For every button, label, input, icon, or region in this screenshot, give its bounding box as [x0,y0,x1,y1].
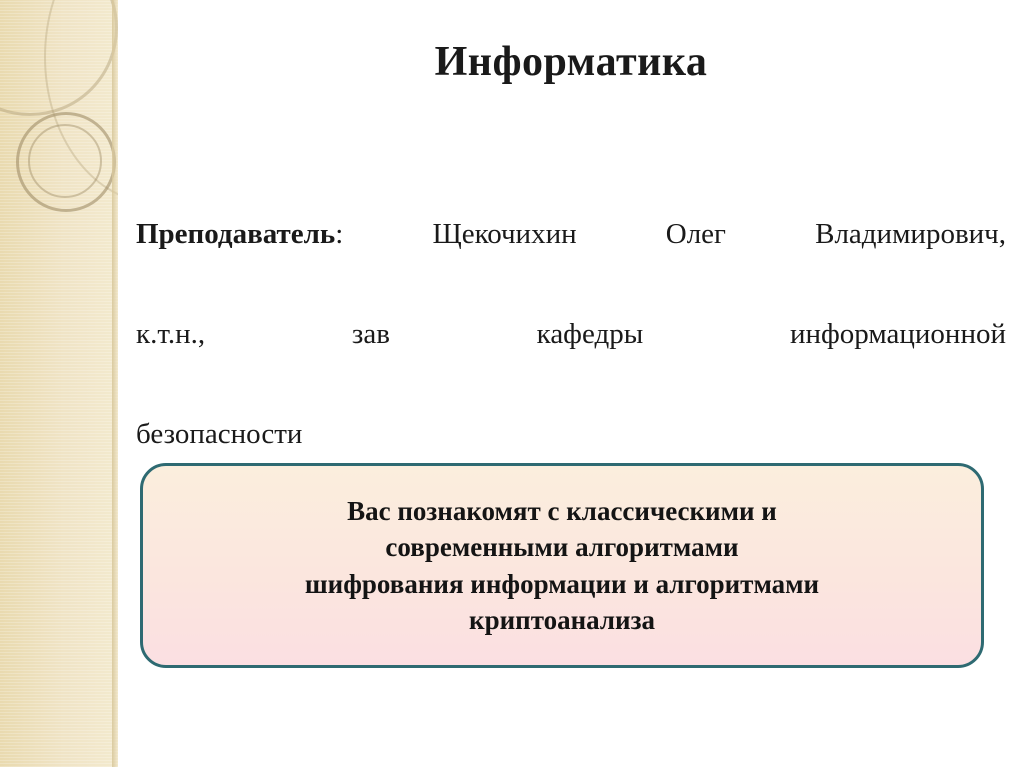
callout-line-3: шифрования информации и алгоритмами [304,568,820,599]
page-title: Информатика [434,39,708,85]
callout-line-2: современными алгоритмами [385,532,739,563]
decorative-ring-small [28,124,102,198]
callout-text [177,493,948,639]
instructor-role-line-2: безопасности [136,417,303,450]
instructor-role-line: к.т.н., зав кафедры информационной [136,317,1006,350]
slide-content [118,0,1024,767]
callout-line-1: Вас познакомят с классическими и [347,495,777,526]
instructor-name: Щекочихин Олег Владимирович, [432,218,1006,250]
body-text-block [136,210,1006,459]
instructor-label: Преподаватель [136,218,336,250]
decorative-left-band [0,0,118,767]
instructor-colon: : [335,218,433,250]
callout-box [140,463,984,668]
callout-line-4: криптоанализа [469,604,655,635]
